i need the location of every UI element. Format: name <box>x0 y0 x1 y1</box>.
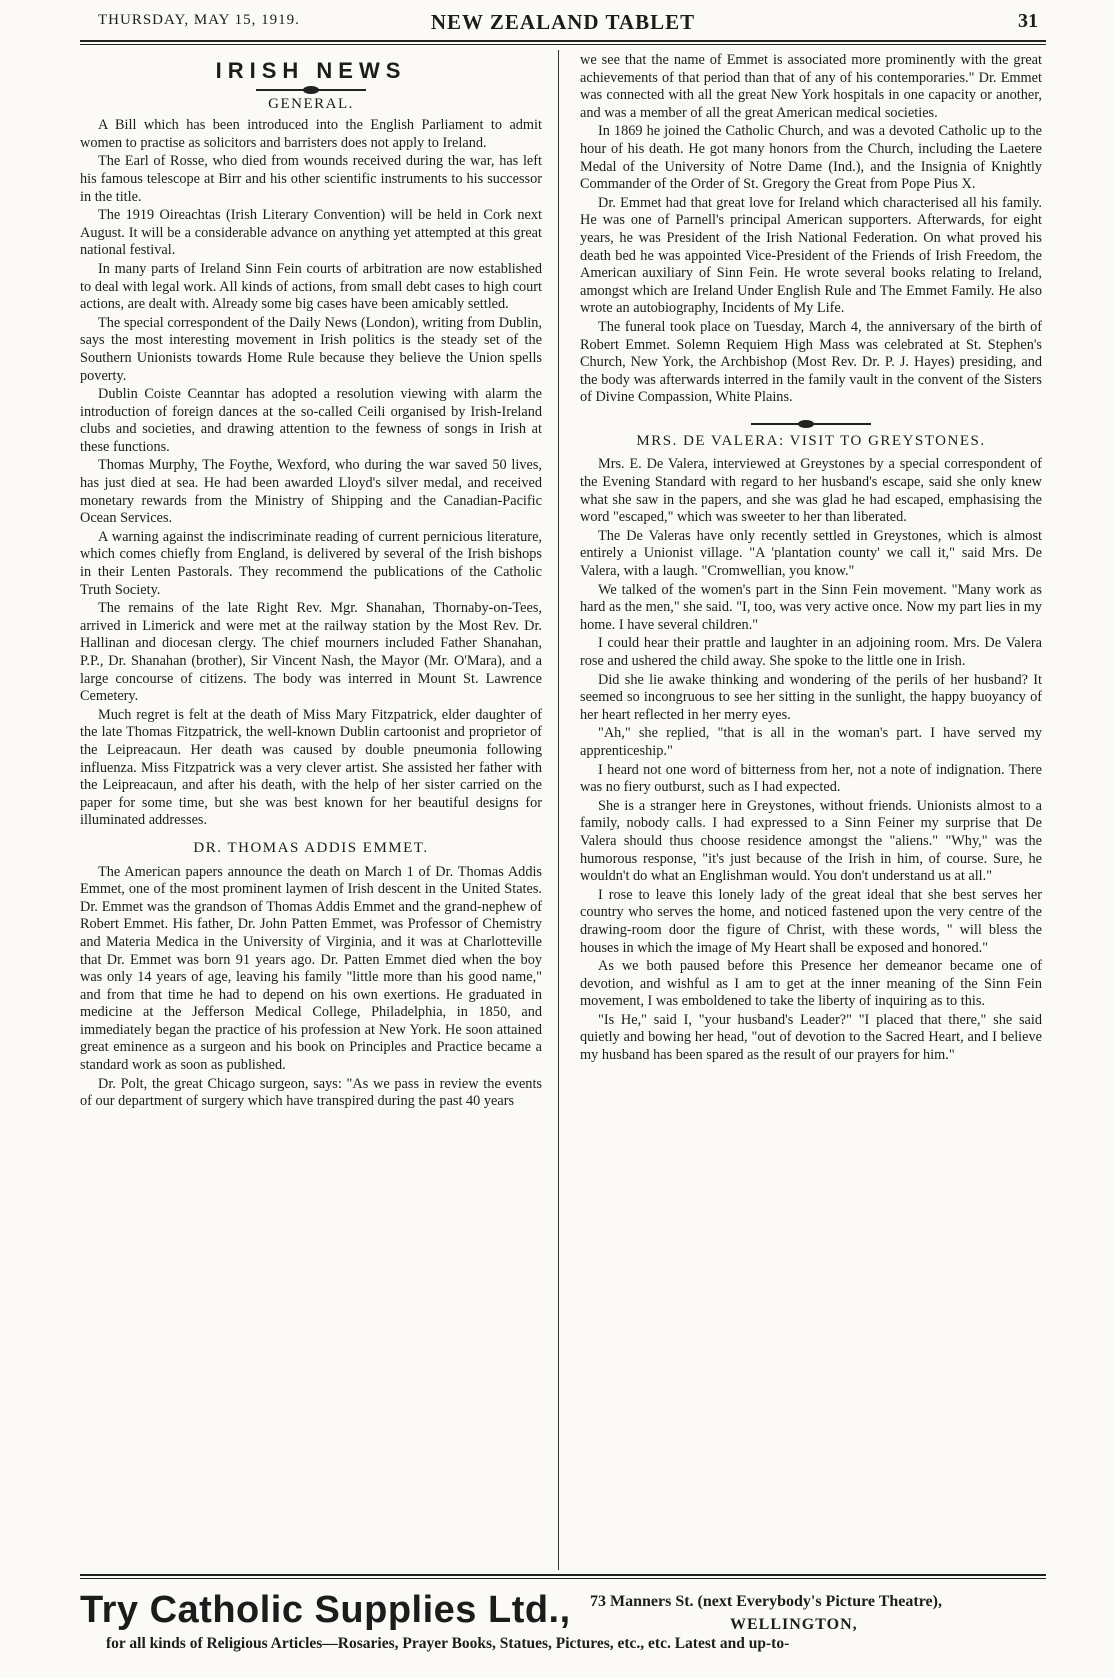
valera-paragraph: We talked of the women's part in the Sinn Fein movement. "Many work as hard as the men," she said. "I, too, was very active once. Now my part lies in my home. I have several children." <box>580 581 1042 633</box>
valera-paragraph: "Is He," said I, "your husband's Leader?" "I placed that there," she said quietly and bowing her head, "out of devotion to the Sacred Heart, and I believe my husband has been spared as the result of our prayers for him." <box>580 1011 1042 1064</box>
page-number: 31 <box>1018 10 1038 32</box>
masthead-rule-thin <box>80 44 1046 45</box>
valera-paragraph: I rose to leave this lonely lady of the great ideal that she best serves her country who serves the home, and noticed fastened upon the very centre of the drawing-room door the figure of Christ, with these words, " will bless the houses in which the image of My Heart shall be exposed and honored." <box>580 886 1042 956</box>
emmet-article-heading: DR. THOMAS ADDIS EMMET. <box>193 839 429 856</box>
valera-paragraph: She is a stranger here in Greystones, without friends. Unionists almost to a family, nobody calls. I had expressed to a Sinn Feiner my surprise that De Valera should thus choose residence amongst the "aliens." "Why," was the humorous response, "it's just because of the Irish in him, of course. Sure, he wouldn't do what an Englishman would. You don't understand us at all." <box>580 797 1042 885</box>
advertisement-headline: Try Catholic Supplies Ltd., <box>80 1589 571 1631</box>
news-paragraph: Dublin Coiste Ceanntar has adopted a resolution viewing with alarm the introduction of foreign dances at the so-called Ceili organised by Irish-Ireland clubs and societies, and drawing attention to the fewness of songs in Irish at these functions. <box>80 386 542 455</box>
column-divider <box>558 50 559 1570</box>
news-paragraph: In many parts of Ireland Sinn Fein courts of arbitration are now established to deal with legal work. All kinds of actions, from small debt cases to high court actions, are dealt with. Already some big cases have been amicably settled. <box>80 260 542 313</box>
general-section-heading: GENERAL. <box>268 95 354 112</box>
advertisement-tagline: for all kinds of Religious Articles—Rosaries, Prayer Books, Statues, Pictures, etc., etc. Latest and up-to- <box>106 1635 790 1652</box>
news-paragraph: Thomas Murphy, The Foythe, Wexford, who during the war saved 50 lives, has just died at sea. He had been awarded Lloyd's silver medal, and received monetary rewards from the Ministry of Shipping and the Canadian-Pacific Ocean Services. <box>80 457 542 527</box>
left-column <box>80 52 542 1112</box>
valera-paragraph: Did she lie awake thinking and wondering of the perils of her husband? It seemed so incongruous to see her sitting in the sunlight, the happy buoyancy of her heart reflected in her merry eyes. <box>580 671 1042 723</box>
valera-paragraph: As we both paused before this Presence her demeanor became one of devotion, and wishful as I am to get at the inner meaning of the Sinn Fein movement, I was emboldened to take the liberty of inquiring as to this. <box>580 958 1042 1010</box>
issue-date: THURSDAY, MAY 15, 1919. <box>98 12 300 28</box>
news-paragraph: The remains of the late Right Rev. Mgr. Shanahan, Thornaby-on-Tees, arrived in Limerick and were met at the railway station by the Most Rev. Dr. Hallinan and diocesan clergy. The chief mourners included Father Shanahan, P.P., Dr. Shanahan (brother), Sir Vincent Nash, the Mayor (Mr. O'Mara), and a large concourse of citizens. The body was interred in Mount St. Lawrence Cemetery. <box>80 600 542 705</box>
heading-ornament <box>80 82 542 90</box>
emmet-continued-paragraph: The funeral took place on Tuesday, March 4, the anniversary of the birth of Robert Emmet. Solemn Requiem High Mass was celebrated at St. Stephen's Church, New York, the Archbishop (Most Rev. Dr. P. J. Hayes) presiding, and the body was afterwards interred in the family vault in the convent of the Sisters of Divine Compassion, White Plains. <box>580 318 1042 406</box>
news-paragraph: The 1919 Oireachtas (Irish Literary Convention) will be held in Cork next August. It will be a considerable advance on anything yet attempted at this great national festival. <box>80 207 542 259</box>
valera-paragraph: I heard not one word of bitterness from her, not a note of indignation. There was no fiery outburst, such as I had expected. <box>580 761 1042 796</box>
right-column <box>580 52 1042 1066</box>
advertisement-rule <box>80 1574 1046 1576</box>
valera-paragraph: I could hear their prattle and laughter in an adjoining room. Mrs. De Valera rose and ushered the child away. She spoke to the little one in Irish. <box>580 635 1042 669</box>
valera-article-heading: MRS. DE VALERA: VISIT TO GREYSTONES. <box>636 432 986 449</box>
news-paragraph: A Bill which has been introduced into the English Parliament to admit women to practise as solicitors and barristers does not apply to Ireland. <box>80 117 542 151</box>
advertisement-address: 73 Manners St. (next Everybody's Picture Theatre), <box>590 1593 942 1610</box>
valera-paragraph: The De Valeras have only recently settled in Greystones, which is almost entirely a Unionist village. "A 'plantation county' we call it," said Mrs. De Valera, with a laugh. "Cromwellian, you know." <box>580 527 1042 580</box>
news-paragraph: A warning against the indiscriminate reading of current pernicious literature, which comes chiefly from England, is delivered by several of the Irish bishops in their Lenten Pastorals. They recommend the publications of the Catholic Truth Society. <box>80 528 542 598</box>
advertisement <box>80 1583 1046 1663</box>
news-paragraph: Much regret is felt at the death of Miss Mary Fitzpatrick, elder daughter of the late Thomas Fitzpatrick, the well-known Dublin cartoonist and proprietor of the Leipreacaun. Her death was caused by double pneumonia following influenza. Miss Fitzpatrick was a very clever artist. She assisted her father with the Leipreacaun, and after his death, with the help of her sister carried on the paper for some time, but she was best known for her beautiful designs for illuminated addresses. <box>80 706 542 829</box>
advertisement-city: WELLINGTON, <box>730 1616 858 1633</box>
advertisement-rule-thin <box>80 1578 1046 1579</box>
emmet-paragraph: Dr. Polt, the great Chicago surgeon, says: "As we pass in review the events of our department of surgery which have transpired during the past 40 years <box>80 1075 542 1110</box>
masthead <box>80 8 1046 38</box>
valera-paragraph: "Ah," she replied, "that is all in the woman's part. I have served my apprenticeship." <box>580 725 1042 759</box>
section-divider <box>580 415 1042 423</box>
valera-paragraph: Mrs. E. De Valera, interviewed at Greystones by a special correspondent of the Evening Standard with regard to her husband's escape, said she only knew what she saw in the papers, and she was glad he had escaped, emphasising the word "escaped," which was sweeter to her than liberated. <box>580 456 1042 526</box>
emmet-continued-paragraph: In 1869 he joined the Catholic Church, and was a devoted Catholic up to the hour of his death. He got many honors from the Church, including the Laetere Medal of the University of Notre Dame (Ind.), and the Insignia of Knightly Commander of the Order of St. Gregory the Great from Pope Pius X. <box>580 123 1042 193</box>
emmet-paragraph: The American papers announce the death on March 1 of Dr. Thomas Addis Emmet, one of the most prominent laymen of Irish descent in the United States. Dr. Emmet was the grandson of Thomas Addis Emmet and the grand-nephew of Robert Emmet. His father, Dr. John Patten Emmet, was Professor of Chemistry and Materia Medica in the University of Virginia, and it was at Charlotteville that Dr. Emmet was born 91 years ago. Dr. Patten Emmet died when the boy was only 14 years of age, leaving his family "little more than his good name," and from that time he had to depend on his own exertions. He graduated in medicine at the Jefferson Medical College, Philadelphia, in 1850, and immediately began the practice of his profession at New York. He soon attained great eminence as a surgeon and his book on Principles and Practice became a standard work as soon as published. <box>80 863 542 1074</box>
news-paragraph: The Earl of Rosse, who died from wounds received during the war, has left his famous telescope at Birr and his other scientific instruments to his successor in the title. <box>80 153 542 205</box>
emmet-continued-paragraph: we see that the name of Emmet is associated more prominently with the great achievements of that period than that of any of his contemporaries." Dr. Emmet was connected with all the great New York hospitals in one capacity or another, and was a member of all the great American medical societies. <box>580 52 1042 121</box>
irish-news-heading: IRISH NEWS <box>215 58 407 83</box>
newspaper-title: NEW ZEALAND TABLET <box>430 10 696 34</box>
emmet-continued-paragraph: Dr. Emmet had that great love for Ireland which characterised all his family. He was one of Parnell's principal American supporters. Afterwards, for eight years, he was President of the Irish National Federation. On what proved his death bed he was appointed Vice-President of the Friends of Irish Freedom, the American auxiliary of Sinn Fein. He wrote several books relating to Ireland, amongst which are Ireland Under English Rule and The Emmet Family. He also wrote an autobiography, Incidents of My Life. <box>580 194 1042 317</box>
masthead-rule <box>80 40 1046 42</box>
news-paragraph: The special correspondent of the Daily News (London), writing from Dublin, says the most interesting movement in Irish politics is the steady set of the Southern Unionists towards Home Rule because they believe the Union spells poverty. <box>80 314 542 384</box>
